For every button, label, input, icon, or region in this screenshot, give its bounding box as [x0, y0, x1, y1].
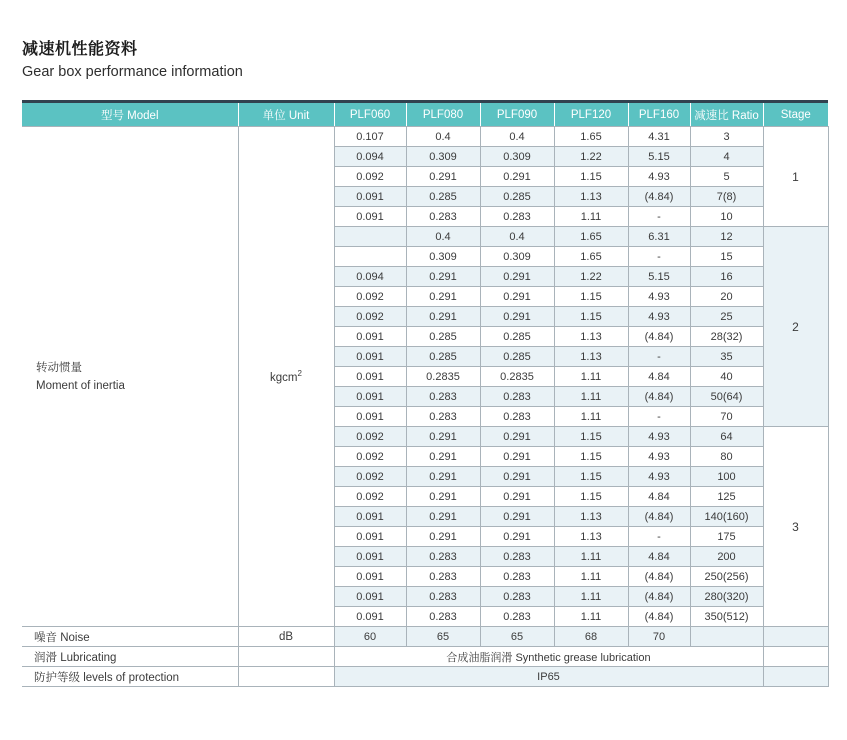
noise-row [22, 627, 828, 647]
inertia-cell: 1.22 [554, 267, 628, 287]
inertia-cell: 0.094 [334, 267, 406, 287]
inertia-cell: 280(320) [690, 587, 763, 607]
inertia-cell: 0.309 [406, 247, 480, 267]
column-header-unit: 单位 Unit [238, 102, 334, 127]
inertia-cell: 140(160) [690, 507, 763, 527]
inertia-cell: 250(256) [690, 567, 763, 587]
inertia-cell: 6.31 [628, 227, 690, 247]
inertia-cell: 0.283 [406, 547, 480, 567]
inertia-cell: 0.283 [406, 387, 480, 407]
inertia-cell: 0.285 [480, 327, 554, 347]
gearbox-performance-table [22, 100, 829, 687]
inertia-cell: 0.2835 [480, 367, 554, 387]
protection-unit-empty-cell [238, 667, 334, 687]
inertia-cell: 1.11 [554, 207, 628, 227]
inertia-cell: 0.291 [406, 167, 480, 187]
inertia-cell: 0.092 [334, 287, 406, 307]
inertia-cell: 0.291 [480, 527, 554, 547]
inertia-cell: 1.15 [554, 467, 628, 487]
inertia-cell: 10 [690, 207, 763, 227]
inertia-cell: 0.4 [480, 227, 554, 247]
inertia-cell: 4.93 [628, 167, 690, 187]
noise-ratio-empty-cell [690, 627, 763, 647]
inertia-cell: 28(32) [690, 327, 763, 347]
inertia-label-zh: 转动惯量 [36, 361, 82, 374]
inertia-cell: 3 [690, 127, 763, 147]
inertia-cell: 0.291 [406, 447, 480, 467]
lubricating-row [22, 647, 828, 667]
page-title-en: Gear box performance information [22, 64, 243, 80]
inertia-cell: 0.291 [480, 307, 554, 327]
protection-stage-empty-cell [763, 667, 828, 687]
inertia-cell: 0.091 [334, 347, 406, 367]
inertia-cell: 1.15 [554, 167, 628, 187]
inertia-cell: - [628, 527, 690, 547]
inertia-cell: 0.291 [406, 507, 480, 527]
inertia-cell: 0.291 [480, 427, 554, 447]
inertia-cell: 0.091 [334, 587, 406, 607]
inertia-cell: 0.092 [334, 427, 406, 447]
table-header [22, 102, 828, 127]
inertia-cell: 50(64) [690, 387, 763, 407]
inertia-cell: 0.291 [480, 287, 554, 307]
inertia-cell: 0.091 [334, 327, 406, 347]
column-header-plf090: PLF090 [480, 102, 554, 127]
lubricating-stage-empty-cell [763, 647, 828, 667]
page-title-zh: 减速机性能资料 [22, 41, 138, 58]
inertia-cell: - [628, 207, 690, 227]
inertia-cell: 25 [690, 307, 763, 327]
inertia-cell: 1.15 [554, 307, 628, 327]
inertia-cell: 0.091 [334, 387, 406, 407]
inertia-cell: 1.13 [554, 507, 628, 527]
inertia-cell: 350(512) [690, 607, 763, 627]
inertia-cell: 0.283 [480, 567, 554, 587]
inertia-cell: 0.091 [334, 567, 406, 587]
inertia-cell: 0.283 [480, 587, 554, 607]
inertia-cell: (4.84) [628, 387, 690, 407]
inertia-cell: 1.65 [554, 247, 628, 267]
noise-label: 噪音 Noise [22, 627, 238, 647]
inertia-cell: 0.309 [406, 147, 480, 167]
inertia-cell: 0.283 [480, 387, 554, 407]
inertia-cell: 4.93 [628, 287, 690, 307]
inertia-cell: 0.285 [480, 187, 554, 207]
inertia-cell: 70 [690, 407, 763, 427]
inertia-cell: 1.11 [554, 387, 628, 407]
inertia-cell: 5.15 [628, 147, 690, 167]
inertia-cell: 0.2835 [406, 367, 480, 387]
inertia-cell: 4.93 [628, 307, 690, 327]
protection-label: 防护等级 levels of protection [22, 667, 238, 687]
inertia-cell: 0.291 [406, 527, 480, 547]
inertia-cell: 0.091 [334, 207, 406, 227]
inertia-cell: 0.091 [334, 547, 406, 567]
inertia-cell: 0.091 [334, 507, 406, 527]
inertia-cell: 0.283 [406, 587, 480, 607]
inertia-row [22, 127, 828, 147]
inertia-cell: 4.93 [628, 467, 690, 487]
inertia-cell: 1.13 [554, 527, 628, 547]
inertia-cell: 1.22 [554, 147, 628, 167]
inertia-cell: 1.11 [554, 587, 628, 607]
lubricating-label: 润滑 Lubricating [22, 647, 238, 667]
inertia-cell: 7(8) [690, 187, 763, 207]
inertia-cell: 0.291 [480, 487, 554, 507]
column-header-plf060: PLF060 [334, 102, 406, 127]
inertia-cell: - [628, 407, 690, 427]
inertia-cell: (4.84) [628, 187, 690, 207]
inertia-cell: 0.309 [480, 147, 554, 167]
inertia-cell: 0.291 [406, 487, 480, 507]
noise-value-plf060: 60 [334, 627, 406, 647]
inertia-cell: 200 [690, 547, 763, 567]
inertia-cell: 0.094 [334, 147, 406, 167]
inertia-cell: 0.4 [480, 127, 554, 147]
noise-value-plf090: 65 [480, 627, 554, 647]
inertia-cell: 0.291 [480, 447, 554, 467]
inertia-cell: 0.291 [406, 307, 480, 327]
column-header-stage: Stage [763, 102, 828, 127]
moment-of-inertia-label [22, 127, 238, 627]
inertia-cell: 16 [690, 267, 763, 287]
inertia-cell: (4.84) [628, 567, 690, 587]
inertia-cell: 0.285 [406, 327, 480, 347]
column-header-ratio: 减速比 Ratio [690, 102, 763, 127]
inertia-cell: 0.291 [406, 467, 480, 487]
noise-unit: dB [238, 627, 334, 647]
inertia-cell: 125 [690, 487, 763, 507]
inertia-cell: - [628, 247, 690, 267]
inertia-cell: 0.4 [406, 227, 480, 247]
inertia-cell: 0.283 [480, 407, 554, 427]
inertia-unit: kgcm$^2$ [238, 127, 334, 627]
protection-value: IP65 [334, 667, 763, 687]
inertia-cell: 4.93 [628, 447, 690, 467]
inertia-cell: 0.291 [406, 287, 480, 307]
inertia-cell: 1.11 [554, 567, 628, 587]
inertia-cell: (4.84) [628, 607, 690, 627]
inertia-cell: 12 [690, 227, 763, 247]
inertia-cell: 1.11 [554, 547, 628, 567]
inertia-cell: 1.15 [554, 487, 628, 507]
inertia-cell: 1.13 [554, 327, 628, 347]
column-header-plf080: PLF080 [406, 102, 480, 127]
inertia-label-en: Moment of inertia [36, 379, 125, 392]
inertia-cell: - [628, 347, 690, 367]
inertia-cell: 0.092 [334, 487, 406, 507]
column-header-model: 型号 Model [22, 102, 238, 127]
footer-rows [22, 627, 828, 687]
inertia-cell: 0.091 [334, 187, 406, 207]
inertia-cell: 0.291 [480, 467, 554, 487]
inertia-cell: 4.31 [628, 127, 690, 147]
lubricating-unit-empty-cell [238, 647, 334, 667]
inertia-cell: 0.283 [480, 607, 554, 627]
inertia-cell: 1.13 [554, 347, 628, 367]
inertia-cell: 0.283 [406, 567, 480, 587]
inertia-cell: 5 [690, 167, 763, 187]
inertia-cell: 0.283 [480, 547, 554, 567]
inertia-cell: 0.107 [334, 127, 406, 147]
inertia-cell: 0.283 [480, 207, 554, 227]
inertia-cell: 0.309 [480, 247, 554, 267]
inertia-cell: 0.291 [406, 427, 480, 447]
inertia-cell: 5.15 [628, 267, 690, 287]
inertia-cell: 0.092 [334, 447, 406, 467]
inertia-cell: 1.13 [554, 187, 628, 207]
column-header-plf120: PLF120 [554, 102, 628, 127]
header-row [22, 102, 828, 127]
inertia-cell: 0.291 [406, 267, 480, 287]
inertia-cell: 35 [690, 347, 763, 367]
inertia-cell: 1.15 [554, 427, 628, 447]
inertia-cell: 1.65 [554, 227, 628, 247]
inertia-cell: 1.11 [554, 607, 628, 627]
stage-cell-1: 1 [763, 127, 828, 227]
inertia-cell: 1.15 [554, 287, 628, 307]
inertia-cell: 40 [690, 367, 763, 387]
inertia-cell: 1.65 [554, 127, 628, 147]
inertia-cell [334, 227, 406, 247]
inertia-cell: 0.291 [480, 167, 554, 187]
inertia-cell: 175 [690, 527, 763, 547]
inertia-cell: 0.4 [406, 127, 480, 147]
inertia-cell: 0.291 [480, 267, 554, 287]
lubricating-value: 合成油脂润滑 Synthetic grease lubrication [334, 647, 763, 667]
inertia-cell: 0.092 [334, 307, 406, 327]
noise-stage-empty-cell [763, 627, 828, 647]
inertia-cell: 0.092 [334, 467, 406, 487]
protection-row [22, 667, 828, 687]
inertia-cell: 0.283 [406, 407, 480, 427]
inertia-cell: 4.84 [628, 547, 690, 567]
column-header-plf160: PLF160 [628, 102, 690, 127]
inertia-cell: 0.283 [406, 607, 480, 627]
inertia-cell [334, 247, 406, 267]
inertia-cell: 4 [690, 147, 763, 167]
noise-value-plf120: 68 [554, 627, 628, 647]
noise-value-plf080: 65 [406, 627, 480, 647]
inertia-cell: 64 [690, 427, 763, 447]
stage-cell-3: 3 [763, 427, 828, 627]
inertia-cell: 4.84 [628, 487, 690, 507]
inertia-cell: 0.091 [334, 407, 406, 427]
inertia-cell: 1.15 [554, 447, 628, 467]
inertia-cell: 0.291 [480, 507, 554, 527]
inertia-cell: (4.84) [628, 587, 690, 607]
inertia-cell: 4.93 [628, 427, 690, 447]
inertia-cell: (4.84) [628, 507, 690, 527]
inertia-cell: 4.84 [628, 367, 690, 387]
inertia-cell: 0.092 [334, 167, 406, 187]
inertia-cell: 15 [690, 247, 763, 267]
stage-cell-2: 2 [763, 227, 828, 427]
inertia-cell: 0.285 [406, 347, 480, 367]
inertia-cell: 20 [690, 287, 763, 307]
inertia-cell: 0.091 [334, 367, 406, 387]
inertia-cell: (4.84) [628, 327, 690, 347]
inertia-cell: 80 [690, 447, 763, 467]
inertia-cell: 0.285 [480, 347, 554, 367]
noise-value-plf160: 70 [628, 627, 690, 647]
inertia-cell: 0.285 [406, 187, 480, 207]
inertia-cell: 0.091 [334, 527, 406, 547]
inertia-cell: 1.11 [554, 407, 628, 427]
inertia-rows [22, 127, 828, 627]
inertia-cell: 100 [690, 467, 763, 487]
inertia-cell: 0.091 [334, 607, 406, 627]
inertia-cell: 0.283 [406, 207, 480, 227]
inertia-cell: 1.11 [554, 367, 628, 387]
